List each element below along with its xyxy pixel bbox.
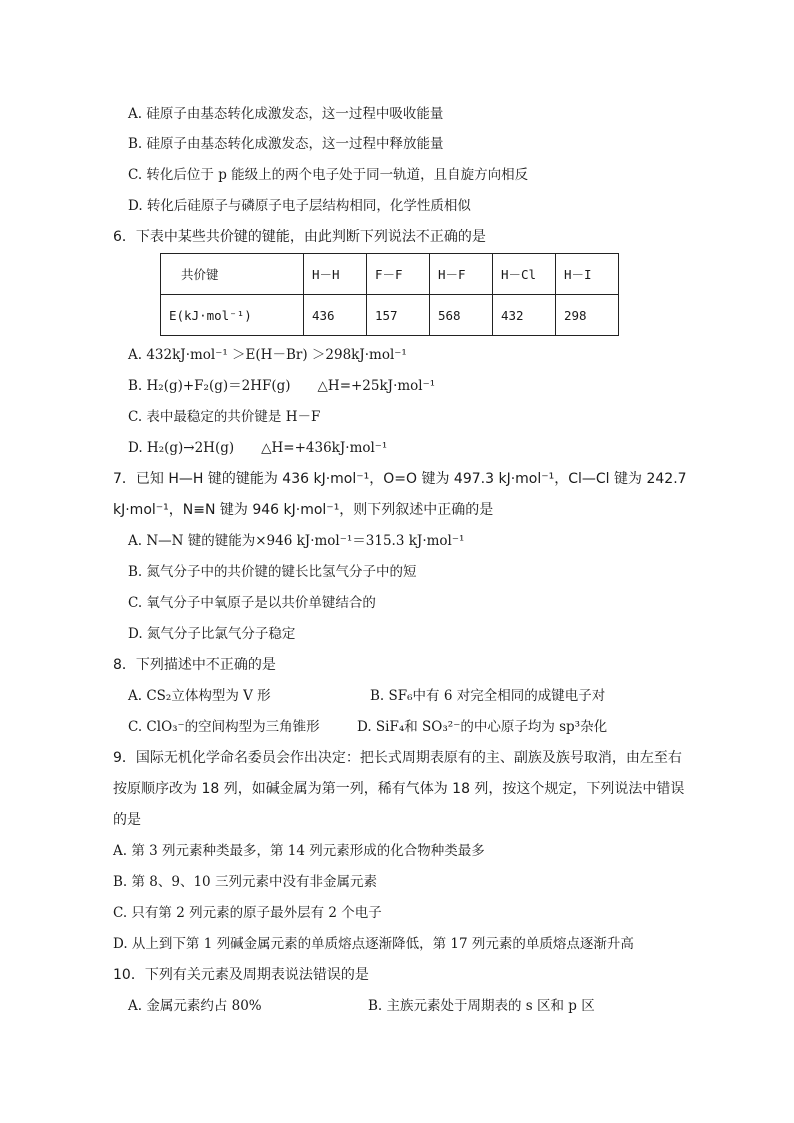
q9-option-a: A. 第 3 列元素种类最多，第 14 列元素形成的化合物种类最多 [113, 843, 485, 859]
table-row [161, 295, 619, 336]
q10-option-a: A. 金属元素约占 80% [128, 998, 262, 1014]
q6-option-a: A. 432kJ·mol⁻¹ ＞E(H－Br) ＞298kJ·mol⁻¹ [128, 347, 407, 363]
table-header-cell: H－H [304, 254, 367, 295]
q10-option-b: B. 主族元素处于周期表的 s 区和 p 区 [368, 998, 595, 1014]
q5-option-b: B. 硅原子由基态转化成激发态，这一过程中释放能量 [128, 136, 444, 152]
q10-stem: 10．下列有关元素及周期表说法错误的是 [113, 967, 369, 983]
table-header-cell: H－I [556, 254, 619, 295]
q8-option-d: D. SiF₄和 SO₃²⁻的中心原子均为 sp³杂化 [357, 719, 608, 735]
q6-option-d: D. H₂(g)→2H(g) △H=+436kJ·mol⁻¹ [128, 440, 388, 456]
q7-option-a: A. N—N 键的键能为×946 kJ·mol⁻¹＝315.3 kJ·mol⁻¹ [128, 533, 465, 549]
q9-option-c: C. 只有第 2 列元素的原子最外层有 2 个电子 [113, 905, 382, 921]
q5-option-a: A. 硅原子由基态转化成激发态，这一过程中吸收能量 [128, 106, 444, 122]
table-cell: 298 [556, 295, 619, 336]
table-cell: 432 [493, 295, 556, 336]
table-header-cell: F－F [367, 254, 430, 295]
q9-stem-line2: 按原顺序改为 18 列，如碱金属为第一列，稀有气体为 18 列，按这个规定，下列说法中错误 [113, 781, 685, 797]
table-cell: 157 [367, 295, 430, 336]
q8-option-a: A. CS₂立体构型为 V 形 [128, 688, 271, 704]
q7-option-d: D. 氮气分子比氯气分子稳定 [128, 626, 296, 642]
table-header-cell: H－F [430, 254, 493, 295]
q9-option-d: D. 从上到下第 1 列碱金属元素的单质熔点逐渐降低，第 17 列元素的单质熔点逐渐升高 [113, 936, 634, 952]
bond-energy-table [160, 253, 619, 336]
q6-option-c: C. 表中最稳定的共价键是 H－F [128, 409, 321, 425]
q8-stem: 8．下列描述中不正确的是 [113, 657, 276, 673]
q6-option-b: B. H₂(g)+F₂(g)＝2HF(g) △H=+25kJ·mol⁻¹ [128, 378, 436, 394]
q7-stem-line1: 7．已知 H—H 键的键能为 436 kJ·mol⁻¹，O=O 键为 497.3 kJ·mol⁻¹，Cl—Cl 键为 242.7 [113, 471, 687, 487]
table-cell: 436 [304, 295, 367, 336]
q8-option-b: B. SF₆中有 6 对完全相同的成键电子对 [370, 688, 606, 704]
q7-option-b: B. 氮气分子中的共价键的键长比氢气分子中的短 [128, 564, 417, 580]
table-cell: 568 [430, 295, 493, 336]
q8-option-c: C. ClO₃⁻的空间构型为三角锥形 [128, 719, 320, 735]
q5-option-c: C. 转化后位于 p 能级上的两个电子处于同一轨道，且自旋方向相反 [128, 167, 529, 183]
q7-option-c: C. 氧气分子中氧原子是以共价单键结合的 [128, 595, 376, 611]
table-header-cell: 共价键 [161, 254, 304, 295]
q7-stem-line2: kJ·mol⁻¹，N≡N 键为 946 kJ·mol⁻¹，则下列叙述中正确的是 [113, 502, 494, 518]
q9-stem-line1: 9．国际无机化学命名委员会作出决定：把长式周期表原有的主、副族及族号取消，由左至右 [113, 750, 682, 766]
table-header-cell: H－Cl [493, 254, 556, 295]
q5-option-d: D. 转化后硅原子与磷原子电子层结构相同，化学性质相似 [128, 198, 471, 214]
q9-stem-line3: 的是 [113, 812, 141, 828]
q6-stem: 6．下表中某些共价键的键能，由此判断下列说法不正确的是 [113, 229, 486, 245]
q9-option-b: B. 第 8、9、10 三列元素中没有非金属元素 [113, 874, 377, 890]
table-row-label: E(kJ·mol⁻¹) [161, 295, 304, 336]
table-header-row [161, 254, 619, 295]
